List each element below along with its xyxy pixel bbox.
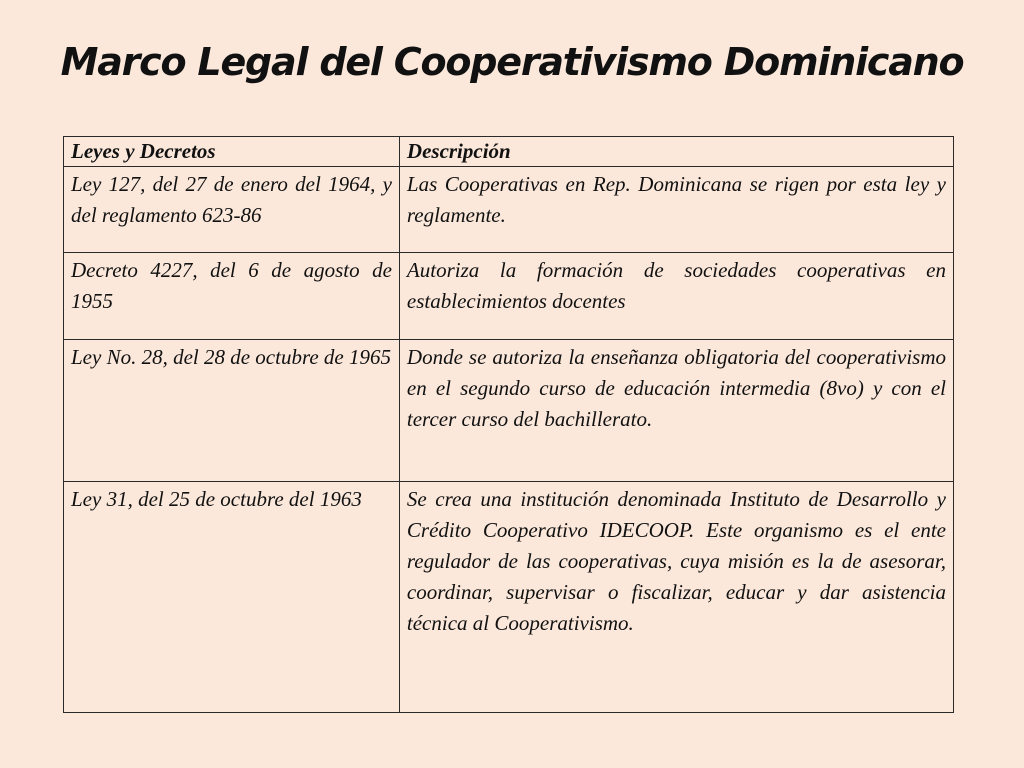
table-row — [64, 482, 954, 713]
law-cell — [64, 340, 400, 482]
description-cell — [399, 482, 953, 713]
column-header-description: Descripción — [399, 137, 953, 167]
description-cell — [399, 167, 953, 253]
table-row — [64, 167, 954, 253]
law-text: Ley No. 28, del 28 de octubre de 1965 — [71, 345, 391, 369]
description-text: Donde se autoriza la enseñanza obligatoria del cooperativismo en el segundo curso de educación intermedia (8vo) y con el tercer curso del bachillerato. — [406, 345, 946, 431]
table-row — [64, 340, 954, 482]
description-cell — [399, 253, 953, 340]
law-text: Ley 31, del 25 de octubre del 1963 — [71, 487, 362, 511]
table-row — [64, 253, 954, 340]
description-text: Autoriza la formación de sociedades cooperativas en establecimientos docentes — [406, 258, 946, 313]
description-cell — [399, 340, 953, 482]
page-title: Marco Legal del Cooperativismo Dominicano — [60, 40, 964, 84]
description-text: Las Cooperativas en Rep. Dominicana se rigen por esta ley y reglamente. — [406, 172, 946, 227]
law-text: Decreto 4227, del 6 de agosto de 1955 — [71, 258, 392, 313]
laws-table — [63, 136, 954, 713]
law-cell — [64, 253, 400, 340]
table-header-row — [64, 137, 954, 167]
law-cell — [64, 167, 400, 253]
column-header-laws: Leyes y Decretos — [64, 137, 400, 167]
law-text: Ley 127, del 27 de enero del 1964, y del reglamento 623-86 — [71, 172, 392, 227]
law-cell — [64, 482, 400, 713]
description-text: Se crea una institución denominada Instituto de Desarrollo y Crédito Cooperativo IDECOOP. Este organismo es el ente regulador de las cooperativas, cuya misión es la de asesorar, coordinar, supervisar o fiscalizar, educar y dar asistencia técnica al Cooperativismo. — [406, 487, 946, 635]
